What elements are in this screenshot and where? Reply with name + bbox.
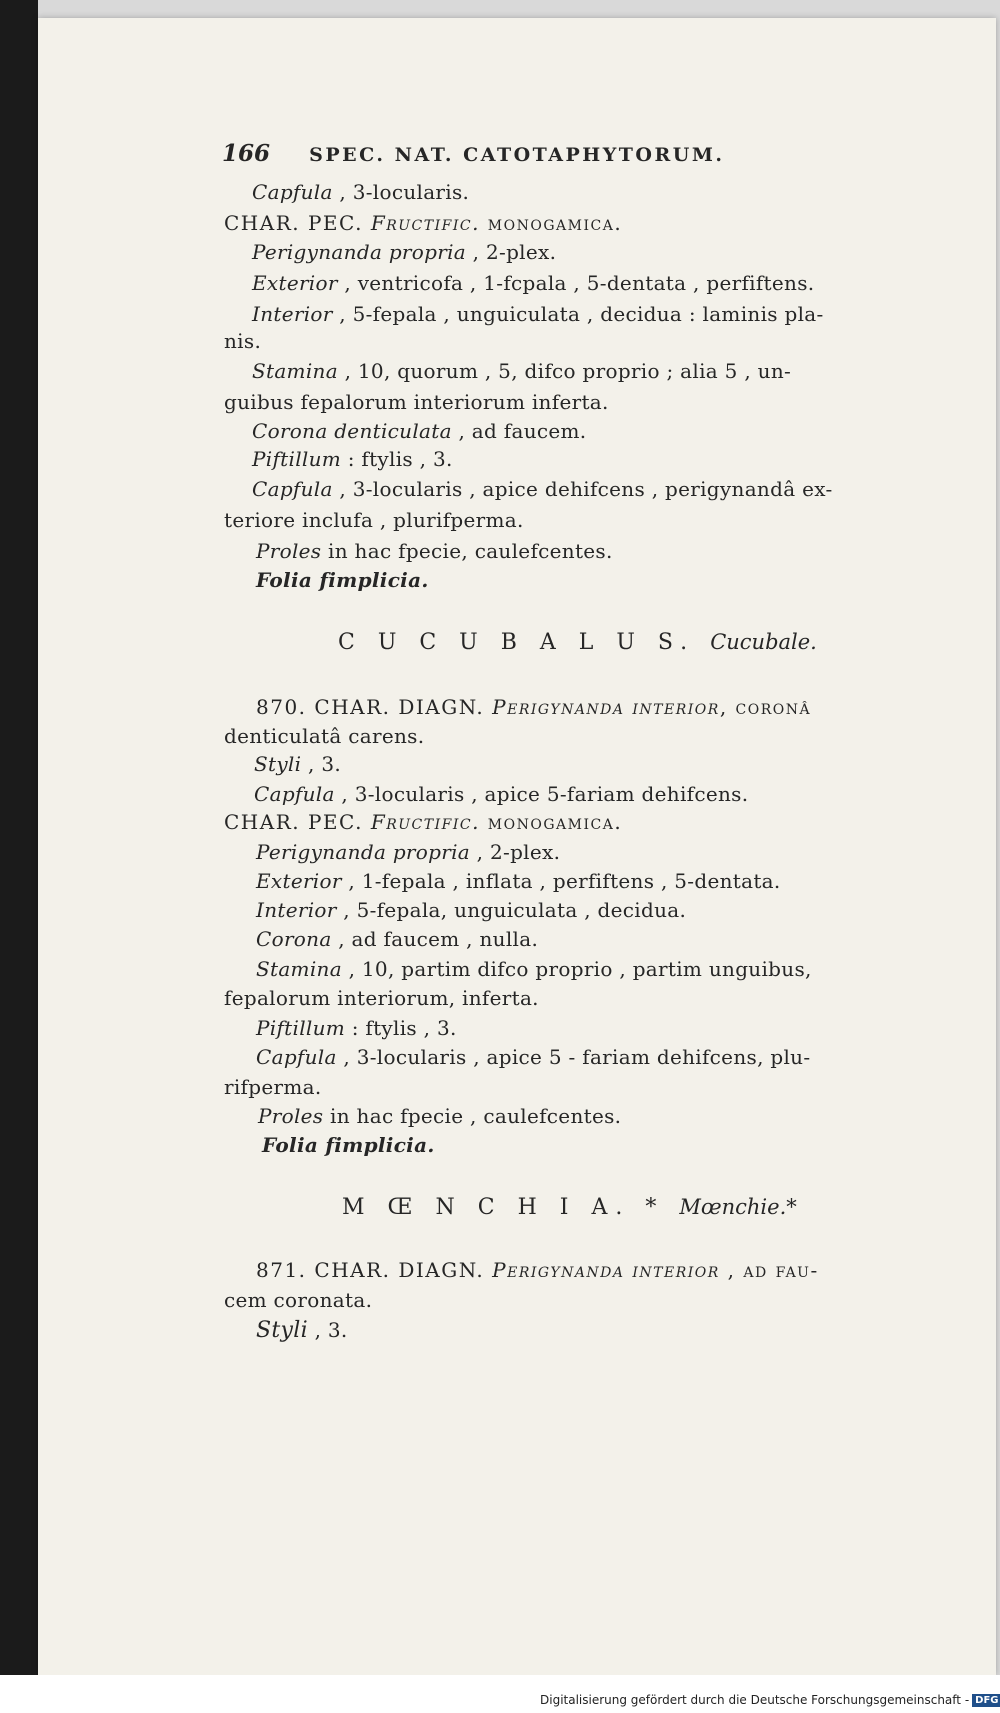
text-line: Exterior , ventricofa , 1-fcpala , 5-dentata , perfiftens. — [252, 271, 815, 295]
text-line: Interior , 5-fepala, unguiculata , decidua. — [256, 898, 687, 922]
text-line: Folia fimplicia. — [262, 1133, 435, 1157]
text-line: Corona denticulata , ad faucem. — [252, 419, 587, 443]
footer-credit — [540, 1693, 999, 1707]
text-line: Capfula , 3-locularis , apice dehifcens , perigynandâ ex- — [252, 477, 833, 501]
running-head — [222, 140, 725, 167]
text-line: fepalorum interiorum, inferta. — [224, 986, 539, 1010]
text-line: 871. CHAR. DIAGN. Perigynanda interior , ad fau- — [256, 1258, 819, 1282]
text-line: Capfula , 3-locularis , apice 5-fariam dehifcens. — [254, 782, 749, 806]
text-line: Corona , ad faucem , nulla. — [256, 927, 539, 951]
text-line: CHAR. PEC. Fructific. monogamica. — [224, 810, 623, 834]
text-line: Perigynanda propria , 2-plex. — [252, 240, 557, 264]
page-number: 166 — [222, 140, 271, 167]
text-line: teriore inclufa , plurifperma. — [224, 508, 524, 532]
text-line: guibus fepalorum interiorum inferta. — [224, 390, 609, 414]
credit-text: Digitalisierung gefördert durch die Deutsche Forschungsgemeinschaft - — [540, 1693, 970, 1707]
text-line: denticulatâ carens. — [224, 724, 425, 748]
text-line: Stamina , 10, partim difco proprio , partim unguibus, — [256, 957, 812, 981]
running-title: SPEC. NAT. CATOTAPHYTORUM. — [309, 144, 725, 166]
text-line: Styli , 3. — [254, 752, 341, 776]
text-line: Styli , 3. — [256, 1318, 348, 1343]
text-line: cem coronata. — [224, 1288, 373, 1312]
text-line: CHAR. PEC. Fructific. monogamica. — [224, 211, 623, 235]
text-line: Capfula , 3-locularis , apice 5 - fariam dehifcens, plu- — [256, 1045, 811, 1069]
text-line: Piftillum : ftylis , 3. — [256, 1016, 457, 1040]
text-line: rifperma. — [224, 1075, 322, 1099]
text-line: Capfula , 3-locularis. — [252, 180, 470, 204]
text-line: Proles in hac fpecie , caulefcentes. — [258, 1104, 622, 1128]
text-line: Interior , 5-fepala , unguiculata , decidua : laminis pla- — [252, 302, 824, 326]
genus-heading: M Œ N C H I A. * Mœnchie.* — [342, 1195, 797, 1220]
scan-border — [0, 0, 38, 1713]
dfg-logo: DFG — [972, 1694, 1000, 1707]
text-line: 870. CHAR. DIAGN. Perigynanda interior, coronâ — [256, 695, 812, 719]
text-line: Proles in hac fpecie, caulefcentes. — [256, 539, 613, 563]
text-line: Stamina , 10, quorum , 5, difco proprio ; alia 5 , un- — [252, 359, 792, 383]
text-line: Folia fimplicia. — [256, 568, 429, 592]
text-line: Perigynanda propria , 2-plex. — [256, 840, 561, 864]
text-line: nis. — [224, 329, 262, 353]
text-line: Piftillum : ftylis , 3. — [252, 447, 453, 471]
text-line: Exterior , 1-fepala , inflata , perfiftens , 5-dentata. — [256, 869, 781, 893]
genus-heading: C U C U B A L U S. Cucubale. — [338, 630, 817, 655]
